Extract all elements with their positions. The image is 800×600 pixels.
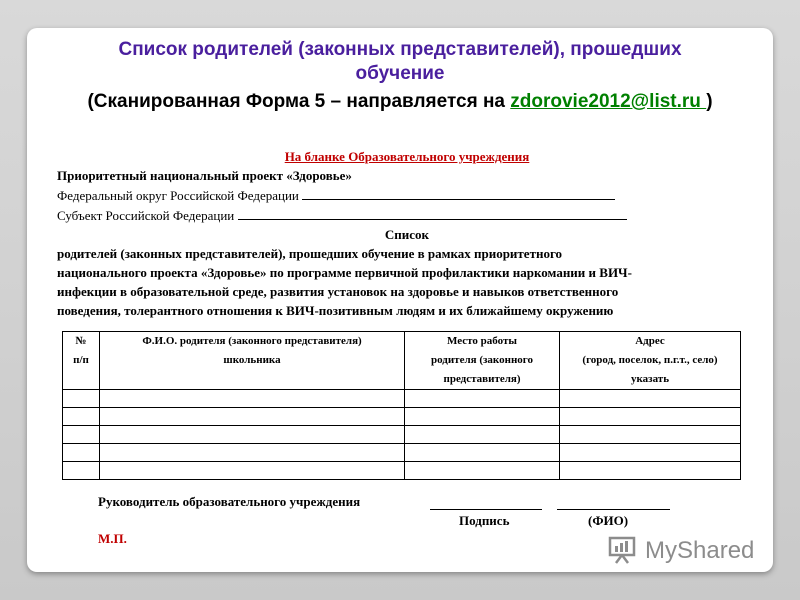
title-suffix: ) — [706, 91, 713, 112]
federal-district-row — [57, 185, 757, 205]
table-cell[interactable] — [63, 390, 100, 408]
signature-line — [430, 509, 542, 510]
table-cell[interactable] — [63, 426, 100, 444]
header-workplace: Место работы родителя (законного представителя) — [405, 332, 560, 390]
form-header: На бланке Образовательного учреждения — [284, 149, 530, 164]
table-cell[interactable] — [560, 390, 741, 408]
header-number: № п/п — [63, 332, 100, 390]
table-row — [63, 426, 741, 444]
subject-label: Субъект Российской Федерации — [57, 208, 235, 223]
table-cell[interactable] — [405, 444, 560, 462]
table-cell[interactable] — [560, 408, 741, 426]
description-line: инфекции в образовательной среде, развития установок на здоровье и навыков ответственного — [57, 284, 619, 299]
federal-district-label: Федеральный округ Российской Федерации — [57, 188, 299, 203]
table-cell[interactable] — [560, 444, 741, 462]
slide-title-line3 — [27, 90, 773, 114]
form-document — [57, 147, 757, 320]
table-cell[interactable] — [100, 408, 405, 426]
table-cell[interactable] — [405, 462, 560, 480]
title-prefix: (Сканированная Форма 5 – направляется на — [87, 91, 511, 112]
table-row — [63, 390, 741, 408]
stamp-label: М.П. — [98, 531, 127, 546]
federal-district-blank — [302, 185, 615, 200]
table-cell[interactable] — [100, 444, 405, 462]
description-line: поведения, толерантного отношения к ВИЧ-позитивным людям и их ближайшему окружению — [57, 303, 614, 318]
fio-caption: (ФИО) — [588, 513, 629, 528]
fio-line — [557, 509, 670, 510]
table-cell[interactable] — [63, 444, 100, 462]
table-row — [63, 444, 741, 462]
parents-table — [62, 331, 741, 480]
project-name: Приоритетный национальный проект «Здоровье» — [57, 168, 352, 183]
table-cell[interactable] — [405, 426, 560, 444]
table-cell[interactable] — [63, 462, 100, 480]
watermark-text: MyShared — [645, 537, 755, 564]
subject-row — [57, 205, 757, 225]
header-address: Адрес (город, поселок, п.г.т., село) указать — [560, 332, 741, 390]
slide-title-line1: Список родителей (законных представителей), прошедших — [118, 39, 682, 60]
table-cell[interactable] — [100, 462, 405, 480]
table-row — [63, 462, 741, 480]
signature-caption: Подпись — [459, 513, 510, 528]
watermark-logo — [607, 533, 767, 567]
table-row — [63, 408, 741, 426]
table-cell[interactable] — [100, 426, 405, 444]
presentation-icon — [607, 533, 639, 565]
table-cell[interactable] — [405, 408, 560, 426]
email-link[interactable]: zdorovie2012@list.ru — [510, 91, 707, 112]
subject-blank — [238, 205, 627, 220]
table-header-row — [63, 332, 741, 390]
table-cell[interactable] — [560, 462, 741, 480]
table-cell[interactable] — [560, 426, 741, 444]
head-label: Руководитель образовательного учреждения — [98, 494, 361, 509]
table-cell[interactable] — [63, 408, 100, 426]
description-line: национального проекта «Здоровье» по программе первичной профилактики наркомании и ВИЧ- — [57, 265, 632, 280]
table-cell[interactable] — [405, 390, 560, 408]
table-cell[interactable] — [100, 390, 405, 408]
slide-title-line2: обучение — [355, 63, 445, 84]
header-fio: Ф.И.О. родителя (законного представителя) школьника — [100, 332, 405, 390]
description-line: родителей (законных представителей), прошедших обучение в рамках приоритетного — [57, 246, 563, 261]
list-heading: Список — [384, 227, 430, 242]
slide — [27, 28, 773, 572]
